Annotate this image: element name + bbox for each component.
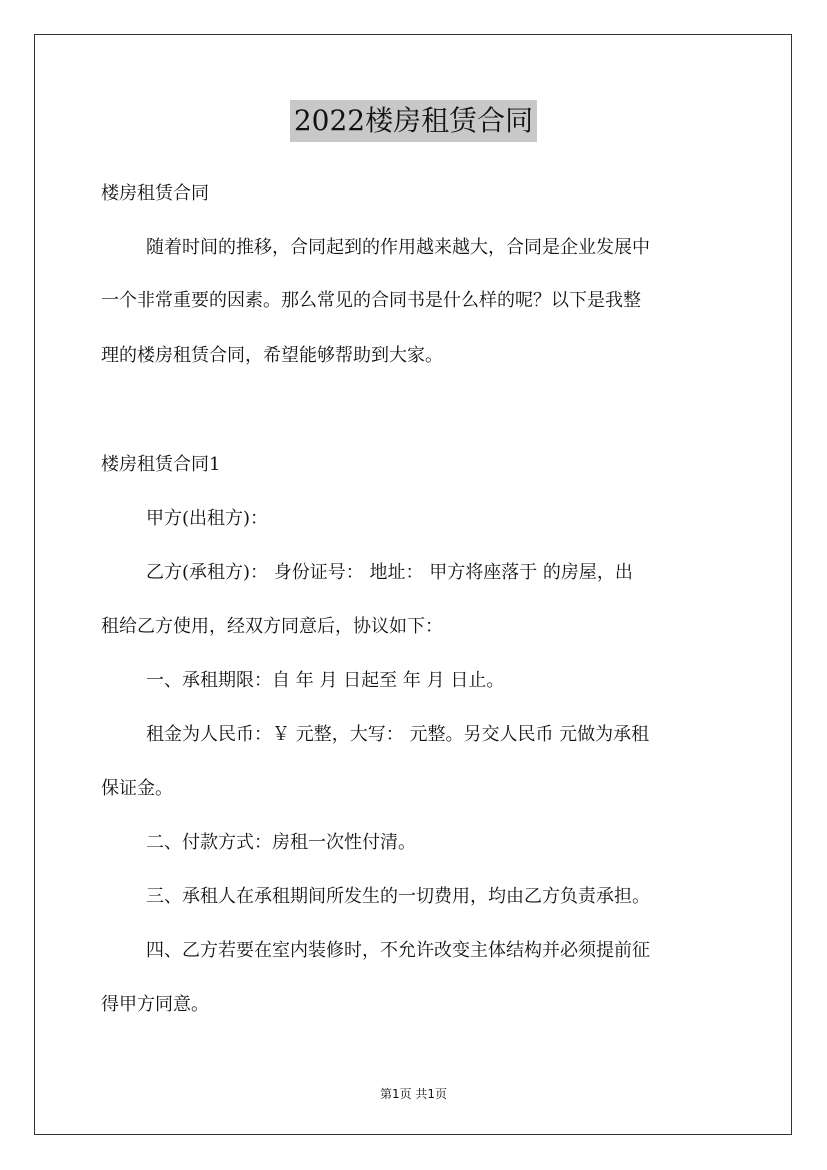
intro-line-2: 一个非常重要的因素。那么常见的合同书是什么样的呢？以下是我整 <box>101 290 641 311</box>
rent-line-2: 保证金。 <box>101 778 173 799</box>
section-heading: 楼房租赁合同1 <box>101 454 221 475</box>
intro-line-3: 理的楼房租赁合同，希望能够帮助到大家。 <box>101 345 443 366</box>
party-b-line-1: 乙方(承租方)： 身份证号： 地址： 甲方将座落于 的房屋，出 <box>146 562 633 583</box>
rent-line-1: 租金为人民币：￥ 元整，大写： 元整。另交人民币 元做为承租 <box>146 724 650 745</box>
intro-line-1: 随着时间的推移，合同起到的作用越来越大，合同是企业发展中 <box>146 237 650 258</box>
party-b-line-2: 租给乙方使用，经双方同意后，协议如下： <box>101 616 443 637</box>
subtitle: 楼房租赁合同 <box>101 183 209 204</box>
clause-1: 一、承租期限：自 年 月 日起至 年 月 日止。 <box>146 670 505 691</box>
clause-2: 二、付款方式：房租一次性付清。 <box>146 832 416 853</box>
party-a-line: 甲方(出租方)： <box>146 508 269 529</box>
clause-4-line-1: 四、乙方若要在室内装修时，不允许改变主体结构并必须提前征 <box>146 940 650 961</box>
clause-4-line-2: 得甲方同意。 <box>101 994 209 1015</box>
document-title: 2022楼房租赁合同 <box>290 100 537 142</box>
page-footer: 第1页 共1页 <box>379 1087 448 1101</box>
clause-3: 三、承租人在承租期间所发生的一切费用，均由乙方负责承担。 <box>146 886 650 907</box>
document-title-wrap <box>0 100 827 142</box>
